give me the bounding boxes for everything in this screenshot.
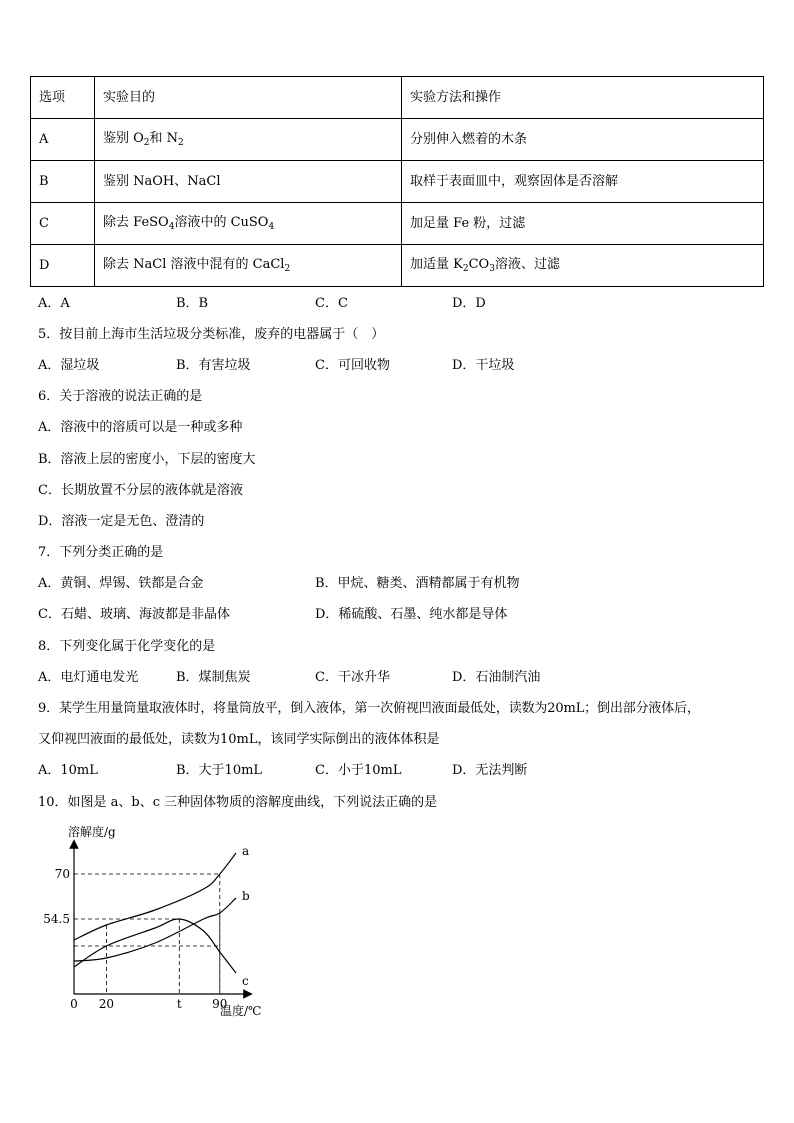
q4-option-b[interactable]: B．B — [176, 296, 209, 311]
q9-option-c[interactable]: C．小于10mL — [315, 763, 402, 778]
q9-stem-line2: 又仰视凹液面的最低处，读数为10mL，该同学实际倒出的液体体积是 — [38, 732, 440, 747]
q6-option-c[interactable]: C．长期放置不分层的液体就是溶液 — [38, 483, 243, 498]
q4-option-c[interactable]: C．C — [315, 296, 348, 311]
q5-option-d[interactable]: D．干垃圾 — [452, 358, 515, 373]
x-axis-label: 温度/℃ — [220, 1004, 262, 1018]
purpose-cell: 除去 NaCl 溶液中混有的 CaCl$_2$ — [95, 245, 402, 287]
table-row — [31, 203, 764, 245]
q6-option-a[interactable]: A．溶液中的溶质可以是一种或多种 — [38, 420, 243, 435]
q7-option-a[interactable]: A．黄铜、焊锡、铁都是合金 — [38, 576, 204, 591]
q10-stem: 10．如图是 a、b、c 三种固体物质的溶解度曲线，下列说法正确的是 — [38, 795, 438, 810]
series-label-a: a — [242, 844, 250, 858]
q6-option-d[interactable]: D．溶液一定是无色、澄清的 — [38, 514, 205, 529]
q6-stem: 6．关于溶液的说法正确的是 — [38, 389, 203, 404]
x-tick-label: 90 — [212, 997, 228, 1011]
q5-option-a[interactable]: A．湿垃圾 — [38, 358, 100, 373]
y-tick-label: 70 — [54, 867, 70, 881]
q9-stem-line1: 9．某学生用量筒量取液体时，将量筒放平，倒入液体，第一次俯视凹液面最低处，读数为20mL；倒出部分液体后， — [38, 701, 700, 716]
q8-stem: 8．下列变化属于化学变化的是 — [38, 639, 216, 654]
purpose-cell: 除去 FeSO$_4$溶液中的 CuSO$_4$ — [95, 203, 402, 245]
solubility-chart — [40, 822, 280, 1022]
table-row — [31, 119, 764, 161]
q7-option-d[interactable]: D．稀硫酸、石墨、纯水都是导体 — [315, 607, 508, 622]
experiment-table — [30, 76, 764, 287]
x-tick-label: 20 — [98, 997, 115, 1011]
q8-option-c[interactable]: C．干冰升华 — [315, 670, 390, 685]
q4-option-a[interactable]: A．A — [38, 296, 70, 311]
table-header-cell: 实验方法和操作 — [402, 77, 764, 119]
x-tick-label: t — [176, 997, 182, 1011]
y-tick-label: 54.5 — [43, 912, 70, 926]
method-cell: 分别伸入燃着的木条 — [402, 119, 764, 161]
q5-option-b[interactable]: B．有害垃圾 — [176, 358, 251, 373]
x-tick-label: 0 — [70, 997, 78, 1011]
q7-option-b[interactable]: B．甲烷、糖类、酒精都属于有机物 — [315, 576, 520, 591]
series-line-a — [74, 853, 236, 940]
table-header-cell: 选项 — [31, 77, 95, 119]
q6-option-b[interactable]: B．溶液上层的密度小，下层的密度大 — [38, 452, 256, 467]
series-line-b — [74, 898, 236, 961]
q9-option-a[interactable]: A．10mL — [38, 763, 98, 778]
method-cell: 取样于表面皿中，观察固体是否溶解 — [402, 161, 764, 203]
series-label-b: b — [242, 889, 250, 903]
q7-stem: 7．下列分类正确的是 — [38, 545, 164, 560]
table-row — [31, 245, 764, 287]
q7-option-c[interactable]: C．石蜡、玻璃、海波都是非晶体 — [38, 607, 230, 622]
table-header-row — [31, 77, 764, 119]
series-label-c: c — [242, 974, 249, 988]
option-cell: B — [31, 161, 95, 203]
q5-stem: 5．按目前上海市生活垃圾分类标准，废弃的电器属于（ ） — [38, 327, 385, 342]
q9-option-b[interactable]: B．大于10mL — [176, 763, 263, 778]
q8-option-a[interactable]: A．电灯通电发光 — [38, 670, 139, 685]
q5-option-c[interactable]: C．可回收物 — [315, 358, 390, 373]
method-cell: 加适量 $K_2CO_3$溶液、过滤 — [402, 245, 764, 287]
method-cell: 加足量 Fe 粉，过滤 — [402, 203, 764, 245]
q8-option-b[interactable]: B．煤制焦炭 — [176, 670, 251, 685]
q4-option-d[interactable]: D．D — [452, 296, 486, 311]
option-cell: A — [31, 119, 95, 161]
option-cell: C — [31, 203, 95, 245]
q9-option-d[interactable]: D．无法判断 — [452, 763, 528, 778]
q8-option-d[interactable]: D．石油制汽油 — [452, 670, 541, 685]
table-row — [31, 161, 764, 203]
y-axis-label: 溶解度/g — [68, 825, 116, 839]
purpose-cell: 鉴别 NaOH、NaCl — [95, 161, 402, 203]
purpose-cell: 鉴别 $O_2$和 $N_2$ — [95, 119, 402, 161]
option-cell: D — [31, 245, 95, 287]
table-header-cell: 实验目的 — [95, 77, 402, 119]
